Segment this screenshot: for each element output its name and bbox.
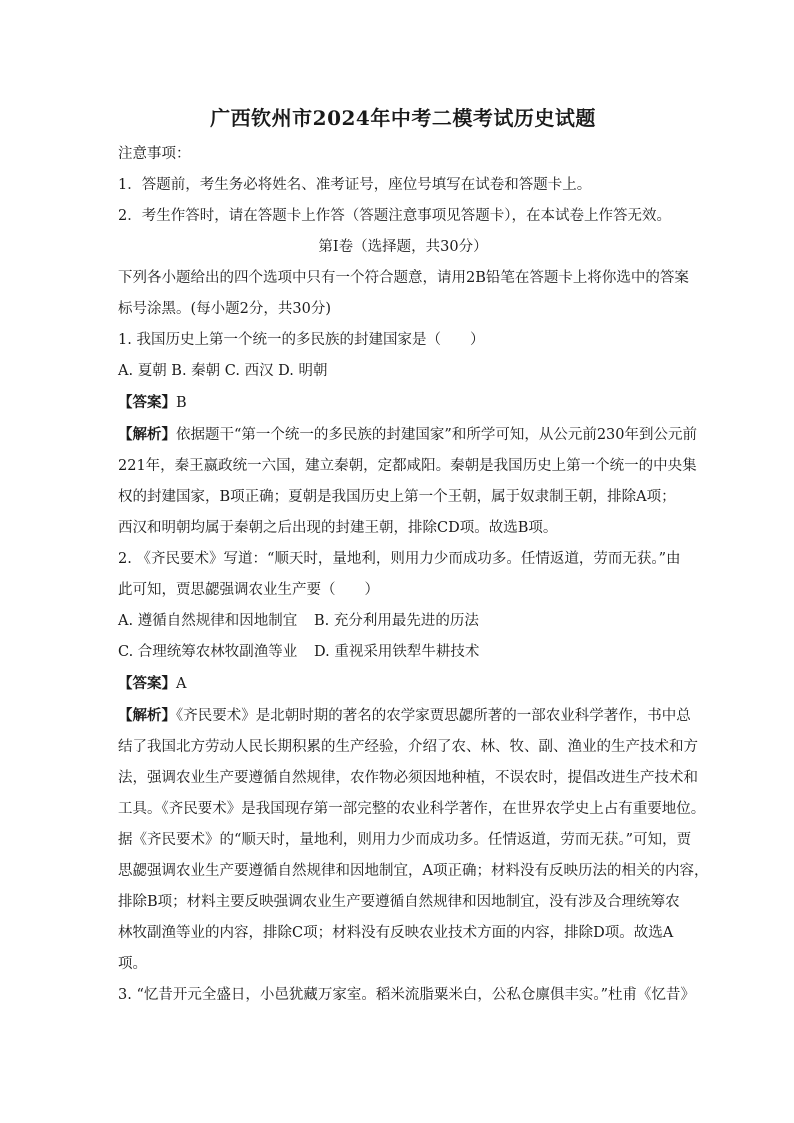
q3-stem-line-1: 3. “忆昔开元全盛日，小邑犹藏万家室。稻米流脂粟米白，公私仓廪俱丰实。”杜甫《忆昔》: [118, 987, 696, 1003]
q1-analysis-line-2: 221年，秦王嬴政统一六国，建立秦朝，定都咸阳。秦朝是我国历史上第一个统一的中央集: [118, 458, 697, 474]
q2-stem-line-2: 此可知，贾思勰强调农业生产要（ ）: [118, 582, 379, 598]
q2-analysis-line-7: 排除B项；材料主要反映强调农业生产要遵循自然规律和因地制宜，没有涉及合理统筹农: [118, 894, 680, 910]
q2-analysis-line-6: 思勰强调农业生产要遵循自然规律和因地制宜，A项正确；材料没有反映历法的相关的内容，: [118, 863, 709, 879]
section-intro-line-2: 标号涂黑。(每小题2分，共30分): [118, 301, 331, 317]
q2-answer: [118, 668, 688, 700]
q2-analysis-line-8: 林牧副渔等业的内容，排除C项；材料没有反映农业技术方面的内容，排除D项。故选A: [118, 925, 674, 941]
q2-analysis-text-1: 《齐民要术》是北朝时期的著名的农学家贾思勰所著的一部农业科学著作，书中总: [176, 708, 691, 724]
q1-options: A. 夏朝 B. 秦朝 C. 西汉 D. 明朝: [118, 363, 328, 379]
q2-analysis-line-9: 项。: [118, 956, 147, 972]
section-heading: 第Ⅰ卷（选择题，共30分）: [318, 239, 488, 255]
q2-option-b: B. 充分利用最先进的历法: [314, 613, 479, 629]
q1-answer-value: B: [176, 395, 187, 411]
q1-stem: 1. 我国历史上第一个统一的多民族的封建国家是（ ）: [118, 332, 485, 348]
q2-analysis-line-3: 法，强调农业生产要遵循自然规律，农作物必须因地种植，不误农时，提倡改进生产技术和: [118, 770, 698, 786]
q2-analysis-line-4: 工具。《齐民要术》是我国现存第一部完整的农业科学著作，在世界农学史上占有重要地位。: [118, 801, 706, 817]
q2-answer-label: 【答案】: [118, 675, 176, 692]
q2-options-row-2: [118, 637, 688, 668]
q2-options-row-1: [118, 606, 688, 637]
q1-answer-label: 【答案】: [118, 394, 176, 411]
q2-analysis-line-5: 据《齐民要术》的“顺天时，量地利，则用力少而成功多。任情返道，劳而无获。”可知，贾: [118, 832, 692, 848]
notice-item-1: 1．答题前，考生务必将姓名、准考证号，座位号填写在试卷和答题卡上。: [118, 177, 592, 193]
document-title: 广西钦州市2024年中考二模考试历史试题: [210, 106, 596, 130]
q1-analysis-label: 【解析】: [118, 426, 176, 443]
q1-analysis-line-4: 西汉和明朝均属于秦朝之后出现的封建王朝，排除CD项。故选B项。: [118, 520, 558, 536]
q1-analysis-line-3: 权的封建国家，B项正确；夏朝是我国历史上第一个王朝，属于奴隶制王朝，排除A项；: [118, 489, 676, 505]
q1-analysis-line-1: [118, 419, 697, 451]
q2-answer-value: A: [176, 676, 187, 692]
q2-analysis-label: 【解析】: [118, 707, 176, 724]
notice-heading: 注意事项：: [118, 146, 191, 162]
q2-stem-line-1: 2. 《齐民要术》写道：“顺天时，量地利，则用力少而成功多。任情返道，劳而无获。”由: [118, 551, 681, 567]
q2-analysis-line-1: [118, 700, 691, 732]
q2-analysis-line-2: 结了我国北方劳动人民长期积累的生产经验，介绍了农、林、牧、副、渔业的生产技术和方: [118, 739, 698, 755]
q1-answer: [118, 387, 688, 419]
q2-option-c: C. 合理统筹农林牧副渔等业: [118, 644, 298, 660]
document-body: [118, 100, 709, 1011]
section-intro-line-1: 下列各小题给出的四个选项中只有一个符合题意，请用2B铅笔在答题卡上将你选中的答案: [118, 270, 689, 286]
q2-option-a: A. 遵循自然规律和因地制宜: [118, 613, 298, 629]
notice-item-2: 2．考生作答时，请在答题卡上作答（答题注意事项见答题卡），在本试卷上作答无效。: [118, 208, 671, 224]
q1-analysis-text-1: 依据题干“第一个统一的多民族的封建国家”和所学可知，从公元前230年到公元前: [176, 427, 697, 443]
q2-option-d: D. 重视采用铁犁牛耕技术: [314, 644, 480, 660]
